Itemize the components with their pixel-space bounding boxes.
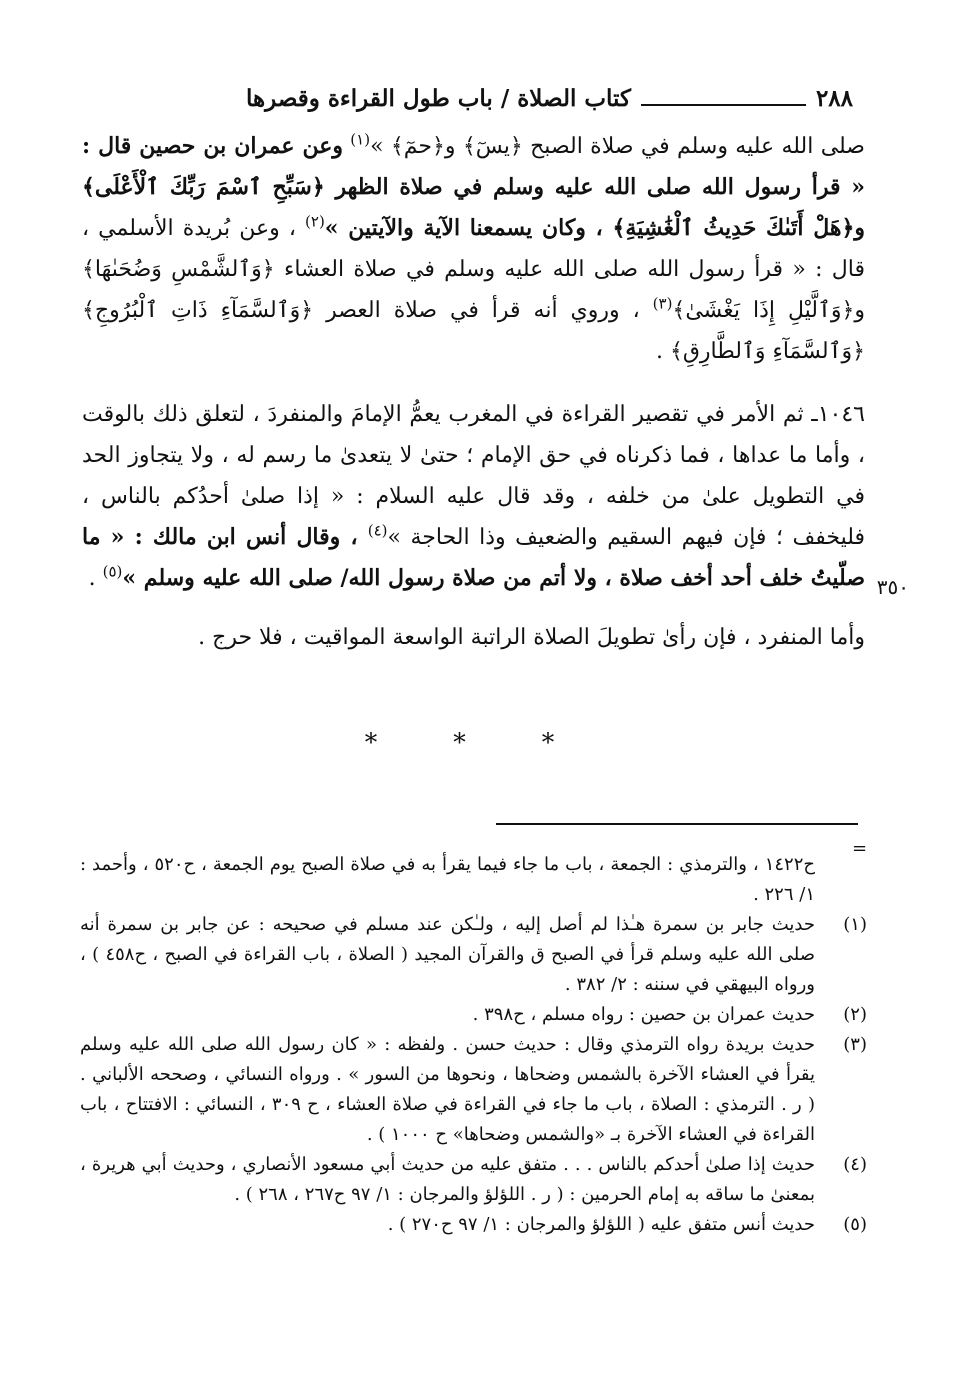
footnote-number: (٢) xyxy=(843,1004,867,1025)
paragraph-one xyxy=(82,126,865,372)
page-number: ٢٨٨ xyxy=(815,84,853,112)
page-header xyxy=(86,78,853,118)
footnote-text: حديث أنس متفق عليه ( اللؤلؤ والمرجان : ١/ ٩٧ ح٢٧٠ ) . xyxy=(387,1214,815,1235)
footnote-text: حديث بريدة رواه الترمذي وقال : حديث حسن . ولفظه : « كان رسول الله صلى الله عليه وسلم يقرأ في العشاء الآخرة بالشمس وضحاها ، ونحوها من السور » . ورواه النسائي ، وصححه الألباني . ( ر . الترمذي : الصلاة ، باب ما جاء في القراءة في صلاة العشاء ، ح ٣٠٩ ، النسائي : الافتتاح ، باب القراءة في العشاء الآخرة بـ «والشمس وضحاها» ح ١٠٠٠ ) . xyxy=(80,1034,815,1145)
footnote-text: حديث جابر بن سمرة هـٰذا لم أصل إليه ، ولـٰكن عند مسلم في صحيحه : عن جابر بن سمرة أنه صلى الله عليه وسلم قرأ في الصبح ق والقرآن المجيد ( الصلاة ، باب القراءة في الصبح ، ح٤٥٨ ) ، ورواه البيهقي في سننه : ٢/ ٣٨٢ . xyxy=(80,914,816,995)
footnote-number: (٣) xyxy=(843,1034,867,1055)
footnote-5 xyxy=(80,1210,867,1240)
paragraph-two-body: ١٠٤٦ـ ثم الأمر في تقصير القراءة في المغرب يعمُّ الإمامَ والمنفردَ ، لتعلق ذلك بالوقت ، وأما ما عداها ، فما ذكرناه في حق الإمام ؛ حتىٰ لا يتعدىٰ ما رسم له ، ولا يتجاوز الحد في التطويل علىٰ من خلفه ، وقد قال عليه السلام : « إذا صلىٰ أحدُكم بالناس ، فليخفف ؛ فإن فيهم السقيم والضعيف وذا الحاجة » xyxy=(82,402,866,550)
paragraph-two xyxy=(82,394,865,599)
footnote-ref-5[interactable]: (٥) xyxy=(102,562,123,581)
footnote-continuation-text: ح١٤٢٢ ، والترمذي : الجمعة ، باب ما جاء فيما يقرأ به في صلاة الصبح يوم الجمعة ، ح٥٢٠ ، وأحمد : ١/ ٢٢٦ . xyxy=(80,854,816,905)
footnote-4 xyxy=(80,1150,867,1210)
paragraph-two-middle: ، وقال أنس ابن مالك : « ما صلّيتُ خلف أحد أخف صلاة ، ولا أتم من صلاة رسول الله/ صلى الله عليه وسلم » xyxy=(82,524,865,591)
paragraph-three: وأما المنفرد ، فإن رأىٰ تطويلَ الصلاة الراتبة الواسعة المواقيت ، فلا حرج . xyxy=(198,625,865,650)
paragraph-one-middle: ، وعن بُريدة الأسلمي ، قال : « قرأ رسول الله صلى الله عليه وسلم في صلاة العشاء ﴿وَٱلشَّمْسِ وَضُحَىٰهَا﴾ و﴿وَٱلَّيْلِ إِذَا يَغْشَىٰ﴾ xyxy=(82,216,865,323)
paragraph-two-end: . xyxy=(88,566,103,591)
paragraph-one-start: صلى الله عليه وسلم في صلاة الصبح ﴿يسٓ﴾ و﴿حمٓ﴾ » xyxy=(370,134,865,159)
footnote-1 xyxy=(80,910,867,1000)
footnote-ref-4[interactable]: (٤) xyxy=(367,521,388,540)
footnote-continuation-mark: = xyxy=(852,838,868,859)
footnote-ref-1[interactable]: (١) xyxy=(350,130,371,149)
footnote-continuation xyxy=(80,850,867,910)
footnotes xyxy=(80,850,867,1240)
footnote-number: (٤) xyxy=(843,1154,867,1175)
footnote-text: حديث إذا صلىٰ أحدكم بالناس . . . متفق عليه من حديث أبي مسعود الأنصاري ، وحديث أبي هريرة ، بمعنىٰ ما ساقه به إمام الحرمين : ( ر . اللؤلؤ والمرجان : ١/ ٩٧ ح٢٦٧ ، ٢٦٨ ) . xyxy=(80,1154,815,1205)
header-rule xyxy=(641,104,806,106)
footnote-ref-2[interactable]: (٢) xyxy=(305,212,325,231)
paragraph-one-body: وعن عمران بن حصين قال : « قرأ رسول الله صلى الله عليه وسلم في صلاة الظهر ﴿سَبِّحِ ٱسْمَ رَبِّكَ ٱلْأَعْلَى﴾ و﴿هَلْ أَتَىٰكَ حَدِيثُ ٱلْغَٰشِيَةِ﴾ ، وكان يسمعنا الآية والآيتين » xyxy=(82,133,865,241)
footnote-text: حديث عمران بن حصين : رواه مسلم ، ح٣٩٨ . xyxy=(472,1004,815,1025)
footnote-number: (١) xyxy=(843,914,867,935)
footnote-2 xyxy=(80,1000,867,1030)
footnote-ref-3[interactable]: (٣) xyxy=(652,294,673,313)
footnote-number: (٥) xyxy=(843,1214,867,1235)
main-text xyxy=(82,126,865,658)
footnote-rule xyxy=(496,823,858,825)
paragraph-one-end: ، وروي أنه قرأ في صلاة العصر ﴿وَٱلسَّمَآءِ ذَاتِ ٱلْبُرُوجِ﴾ ﴿وَٱلسَّمَآءِ وَٱلطَّارِقِ﴾ . xyxy=(82,298,865,364)
running-title: كتاب الصلاة / باب طول القراءة وقصرها xyxy=(246,84,631,112)
section-separator: * * * xyxy=(364,728,589,757)
manuscript-page-marker: ٣٥٠ xyxy=(876,575,909,599)
footnote-3 xyxy=(80,1030,867,1150)
